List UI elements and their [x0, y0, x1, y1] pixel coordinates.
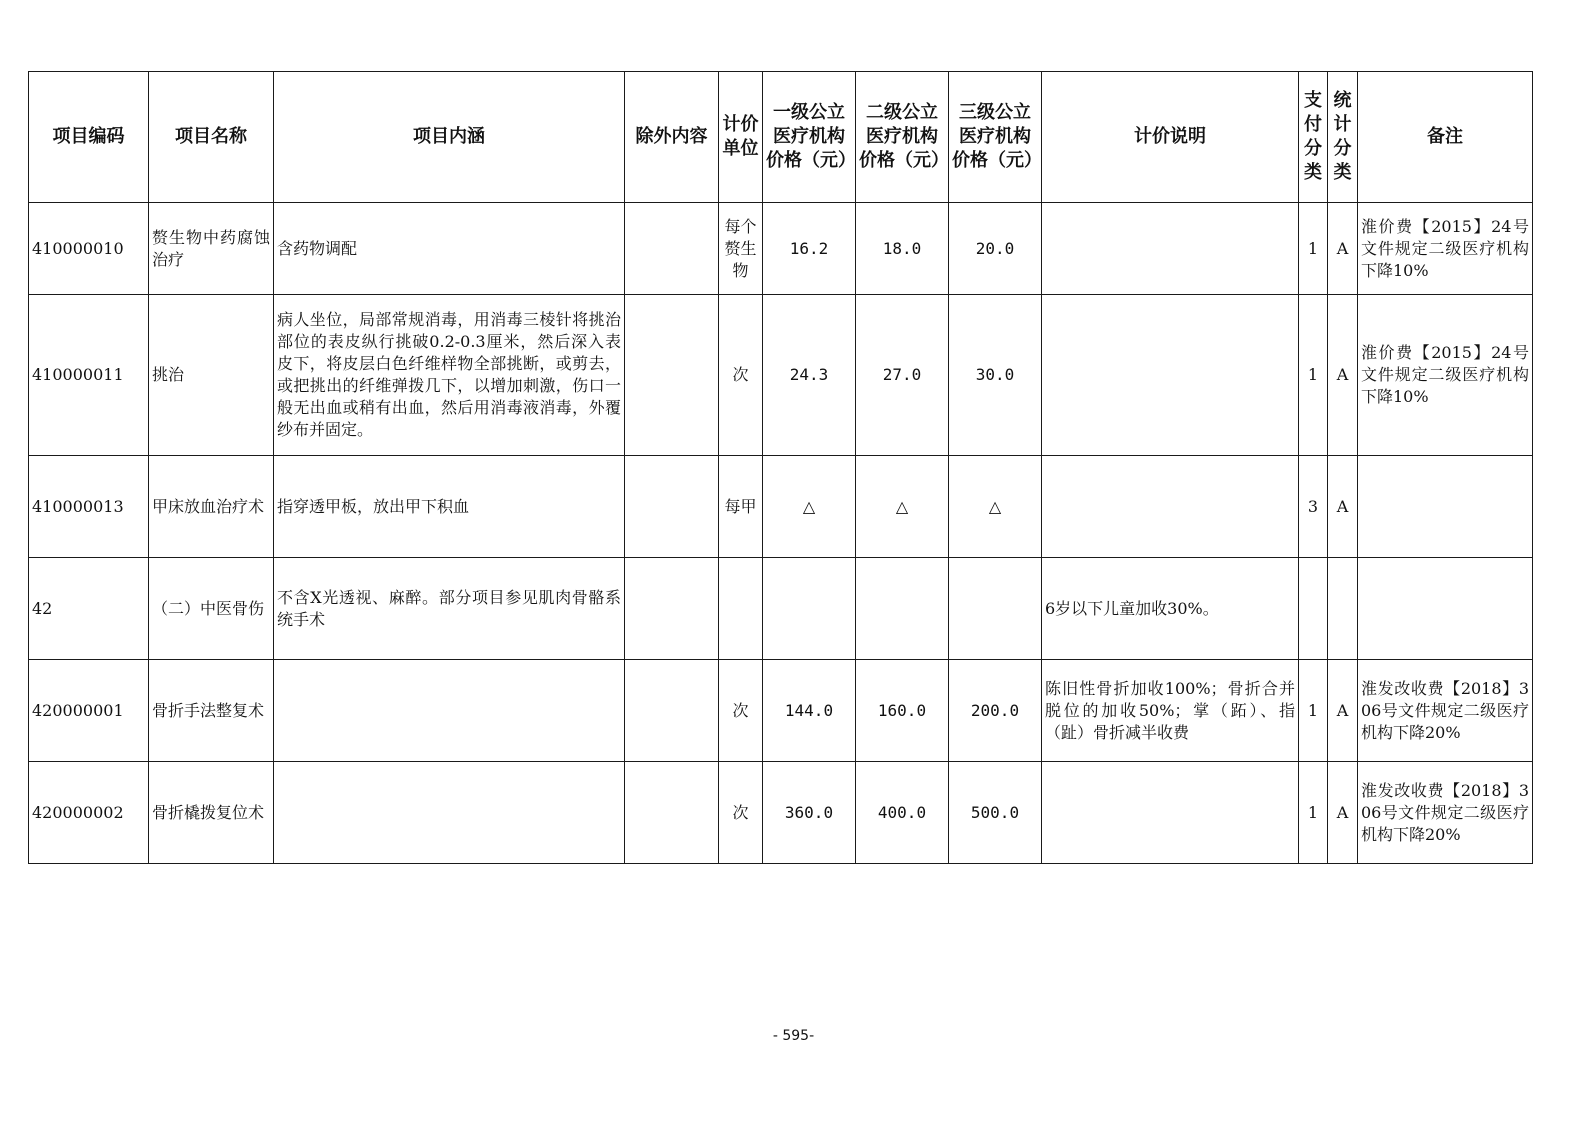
cell-stat-type: [1328, 558, 1358, 660]
cell-exclusion: [625, 660, 719, 762]
page-number: - 595-: [772, 1028, 815, 1044]
cell-payment-type: 1: [1299, 660, 1328, 762]
cell-unit: 次: [719, 295, 763, 456]
cell-price-level2: 160.0: [856, 660, 949, 762]
cell-pricing-note: 陈旧性骨折加收100%；骨折合并脱位的加收50%；掌（跖）、指（趾）骨折减半收费: [1042, 660, 1299, 762]
cell-remarks: 淮价费【2015】24号文件规定二级医疗机构下降10%: [1358, 295, 1533, 456]
cell-unit: 每甲: [719, 456, 763, 558]
cell-code: 410000010: [29, 203, 149, 295]
cell-unit: 次: [719, 660, 763, 762]
header-stat-type: 统计分类: [1328, 72, 1358, 203]
cell-content: 指穿透甲板，放出甲下积血: [274, 456, 625, 558]
cell-remarks: [1358, 558, 1533, 660]
cell-price-level2: 27.0: [856, 295, 949, 456]
header-remarks: 备注: [1358, 72, 1533, 203]
cell-price-level1: [763, 558, 856, 660]
cell-name: 甲床放血治疗术: [149, 456, 274, 558]
table-row: [29, 203, 1533, 295]
cell-remarks: 淮发改收费【2018】306号文件规定二级医疗机构下降20%: [1358, 660, 1533, 762]
cell-stat-type: A: [1328, 660, 1358, 762]
cell-price-level1: 144.0: [763, 660, 856, 762]
fee-table: [28, 71, 1533, 864]
cell-payment-type: 1: [1299, 762, 1328, 864]
cell-exclusion: [625, 762, 719, 864]
table-row: [29, 295, 1533, 456]
cell-code: 410000013: [29, 456, 149, 558]
header-price-level1: 一级公立医疗机构价格（元）: [763, 72, 856, 203]
cell-price-level2: △: [856, 456, 949, 558]
cell-code: 420000001: [29, 660, 149, 762]
cell-name: 赘生物中药腐蚀治疗: [149, 203, 274, 295]
cell-content: 含药物调配: [274, 203, 625, 295]
header-content: 项目内涵: [274, 72, 625, 203]
cell-payment-type: [1299, 558, 1328, 660]
cell-exclusion: [625, 295, 719, 456]
cell-code: 420000002: [29, 762, 149, 864]
cell-stat-type: A: [1328, 456, 1358, 558]
table-row: [29, 762, 1533, 864]
cell-stat-type: A: [1328, 762, 1358, 864]
cell-price-level3: 500.0: [949, 762, 1042, 864]
cell-price-level3: △: [949, 456, 1042, 558]
cell-name: 挑治: [149, 295, 274, 456]
header-unit: 计价单位: [719, 72, 763, 203]
header-price-level2: 二级公立医疗机构价格（元）: [856, 72, 949, 203]
header-exclusion: 除外内容: [625, 72, 719, 203]
cell-unit: [719, 558, 763, 660]
cell-remarks: [1358, 456, 1533, 558]
cell-price-level1: 24.3: [763, 295, 856, 456]
cell-pricing-note: [1042, 203, 1299, 295]
cell-price-level1: 16.2: [763, 203, 856, 295]
cell-stat-type: A: [1328, 295, 1358, 456]
table-row: [29, 558, 1533, 660]
header-payment-type: 支付分类: [1299, 72, 1328, 203]
cell-payment-type: 1: [1299, 295, 1328, 456]
cell-name: 骨折橇拨复位术: [149, 762, 274, 864]
cell-name: 骨折手法整复术: [149, 660, 274, 762]
cell-content: 不含X光透视、麻醉。部分项目参见肌肉骨骼系统手术: [274, 558, 625, 660]
cell-pricing-note: [1042, 456, 1299, 558]
cell-unit: 每个赘生物: [719, 203, 763, 295]
cell-pricing-note: 6岁以下儿童加收30%。: [1042, 558, 1299, 660]
table-row: [29, 456, 1533, 558]
cell-price-level2: 18.0: [856, 203, 949, 295]
cell-price-level1: 360.0: [763, 762, 856, 864]
cell-payment-type: 3: [1299, 456, 1328, 558]
cell-price-level3: [949, 558, 1042, 660]
cell-code: 410000011: [29, 295, 149, 456]
cell-stat-type: A: [1328, 203, 1358, 295]
header-pricing-note: 计价说明: [1042, 72, 1299, 203]
cell-code: 42: [29, 558, 149, 660]
cell-remarks: 淮价费【2015】24号文件规定二级医疗机构下降10%: [1358, 203, 1533, 295]
header-name: 项目名称: [149, 72, 274, 203]
cell-content: 病人坐位，局部常规消毒，用消毒三棱针将挑治部位的表皮纵行挑破0.2-0.3厘米，然后深入表皮下，将皮层白色纤维样物全部挑断，或剪去，或把挑出的纤维弹拨几下，以增加刺激，伤口一般无出血或稍有出血，然后用消毒液消毒，外覆纱布并固定。: [274, 295, 625, 456]
cell-content: [274, 660, 625, 762]
cell-pricing-note: [1042, 295, 1299, 456]
table-row: [29, 660, 1533, 762]
cell-exclusion: [625, 203, 719, 295]
header-price-level3: 三级公立医疗机构价格（元）: [949, 72, 1042, 203]
cell-price-level2: 400.0: [856, 762, 949, 864]
cell-price-level1: △: [763, 456, 856, 558]
cell-exclusion: [625, 558, 719, 660]
cell-price-level3: 30.0: [949, 295, 1042, 456]
cell-name: （二）中医骨伤: [149, 558, 274, 660]
cell-price-level2: [856, 558, 949, 660]
header-code: 项目编码: [29, 72, 149, 203]
cell-price-level3: 200.0: [949, 660, 1042, 762]
cell-unit: 次: [719, 762, 763, 864]
cell-remarks: 淮发改收费【2018】306号文件规定二级医疗机构下降20%: [1358, 762, 1533, 864]
cell-exclusion: [625, 456, 719, 558]
cell-price-level3: 20.0: [949, 203, 1042, 295]
cell-pricing-note: [1042, 762, 1299, 864]
header-row: [29, 72, 1533, 203]
cell-payment-type: 1: [1299, 203, 1328, 295]
cell-content: [274, 762, 625, 864]
